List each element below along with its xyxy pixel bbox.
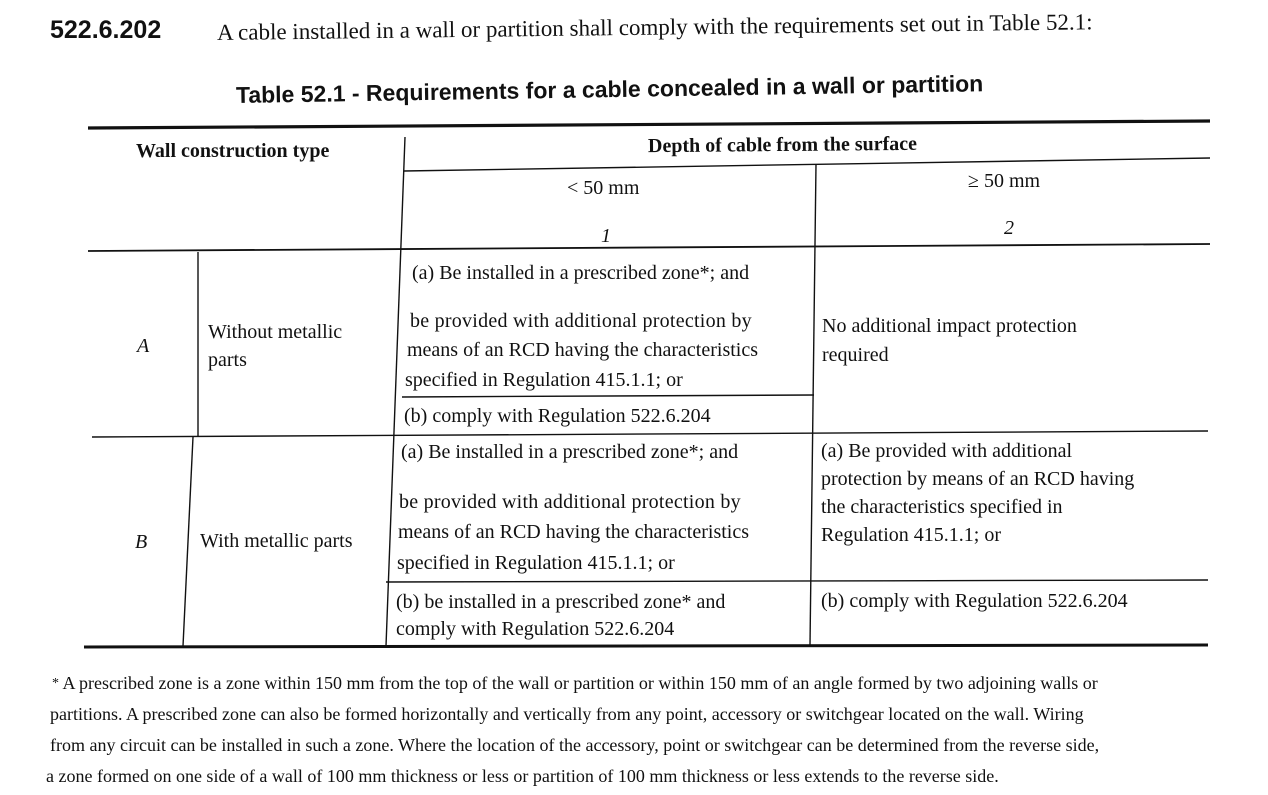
table-top-rule <box>88 121 1210 128</box>
col2-number: 2 <box>1004 217 1014 239</box>
footnote-line3: from any circuit can be installed in such a zone. Where the location of the accessory, point or switchgear can be determined from the reverse side, <box>50 735 1100 755</box>
table-bottom-rule <box>84 645 1208 647</box>
rowB-col2-a-line2: protection by means of an RCD having <box>821 468 1135 490</box>
footnote-line2: partitions. A prescribed zone can also be formed horizontally and vertically from any point, accessory or switchgear located on the wall. Wiring <box>50 704 1084 724</box>
rowA-col1-a2-line1: be provided with additional protection by <box>410 310 752 332</box>
rowA-col2-line2: required <box>822 344 889 366</box>
rowB-col2-a-line4: Regulation 415.1.1; or <box>821 524 1001 546</box>
rowA-col1-separator <box>402 395 814 397</box>
col1-number: 1 <box>601 225 611 247</box>
rowA-letter: A <box>137 335 150 357</box>
footnote-line1 <box>52 668 1098 699</box>
rowA-col1-a2-line2: means of an RCD having the characteristics <box>407 339 758 361</box>
rowB-col1-b-line1: (b) be installed in a prescribed zone* and <box>396 591 726 613</box>
footnote-star: * <box>52 676 59 691</box>
rowB-letter-divider <box>183 437 193 646</box>
rowB-col2-a-line1: (a) Be provided with additional <box>821 440 1073 462</box>
rowA-col1-b: (b) comply with Regulation 522.6.204 <box>404 405 711 427</box>
rowA-col2-line1: No additional impact protection <box>822 315 1077 337</box>
footnote-line1-text: A prescribed zone is a zone within 150 mm from the top of the wall or partition or within 150 mm of an angle formed by two adjoining walls or <box>62 673 1098 693</box>
rowB-col1-b-line2: comply with Regulation 522.6.204 <box>396 618 675 640</box>
regulation-number: 522.6.202 <box>50 16 162 44</box>
regulation-text: A cable installed in a wall or partition shall comply with the requirements set out in Table 52.1: <box>216 9 1093 45</box>
rowA-type-line2: parts <box>208 349 247 371</box>
table-title: Table 52.1 - Requirements for a cable concealed in a wall or partition <box>235 70 984 108</box>
rowB-inner-separator <box>386 580 1208 582</box>
rowB-col1-a2-line3: specified in Regulation 415.1.1; or <box>397 552 675 574</box>
rowB-type: With metallic parts <box>200 530 353 552</box>
rowA-col1-a2-line3: specified in Regulation 415.1.1; or <box>405 369 683 391</box>
wall-construction-header: Wall construction type <box>136 140 330 162</box>
header-bottom-rule <box>88 244 1210 251</box>
rowB-col2-a-line3: the characteristics specified in <box>821 496 1063 518</box>
col1-header-label: < 50 mm <box>567 177 640 199</box>
depth-header-rule <box>404 158 1210 171</box>
col1-col2-divider <box>810 164 816 645</box>
rowB-col1-a2-line1: be provided with additional protection by <box>399 491 741 513</box>
rowB-col2-b: (b) comply with Regulation 522.6.204 <box>821 590 1128 612</box>
depth-header: Depth of cable from the surface <box>647 132 918 158</box>
footnote-line4: a zone formed on one side of a wall of 100 mm thickness or less or partition of 100 mm thickness or less extends to the reverse side. <box>46 766 999 786</box>
rowB-letter: B <box>135 531 148 553</box>
rowA-type-line1: Without metallic <box>208 321 343 343</box>
col2-header-label: ≥ 50 mm <box>968 170 1041 192</box>
rowB-col1-a2-line2: means of an RCD having the characteristics <box>398 521 749 543</box>
rowA-col1-a: (a) Be installed in a prescribed zone*; and <box>412 262 750 284</box>
rowB-col1-a: (a) Be installed in a prescribed zone*; and <box>401 441 739 463</box>
